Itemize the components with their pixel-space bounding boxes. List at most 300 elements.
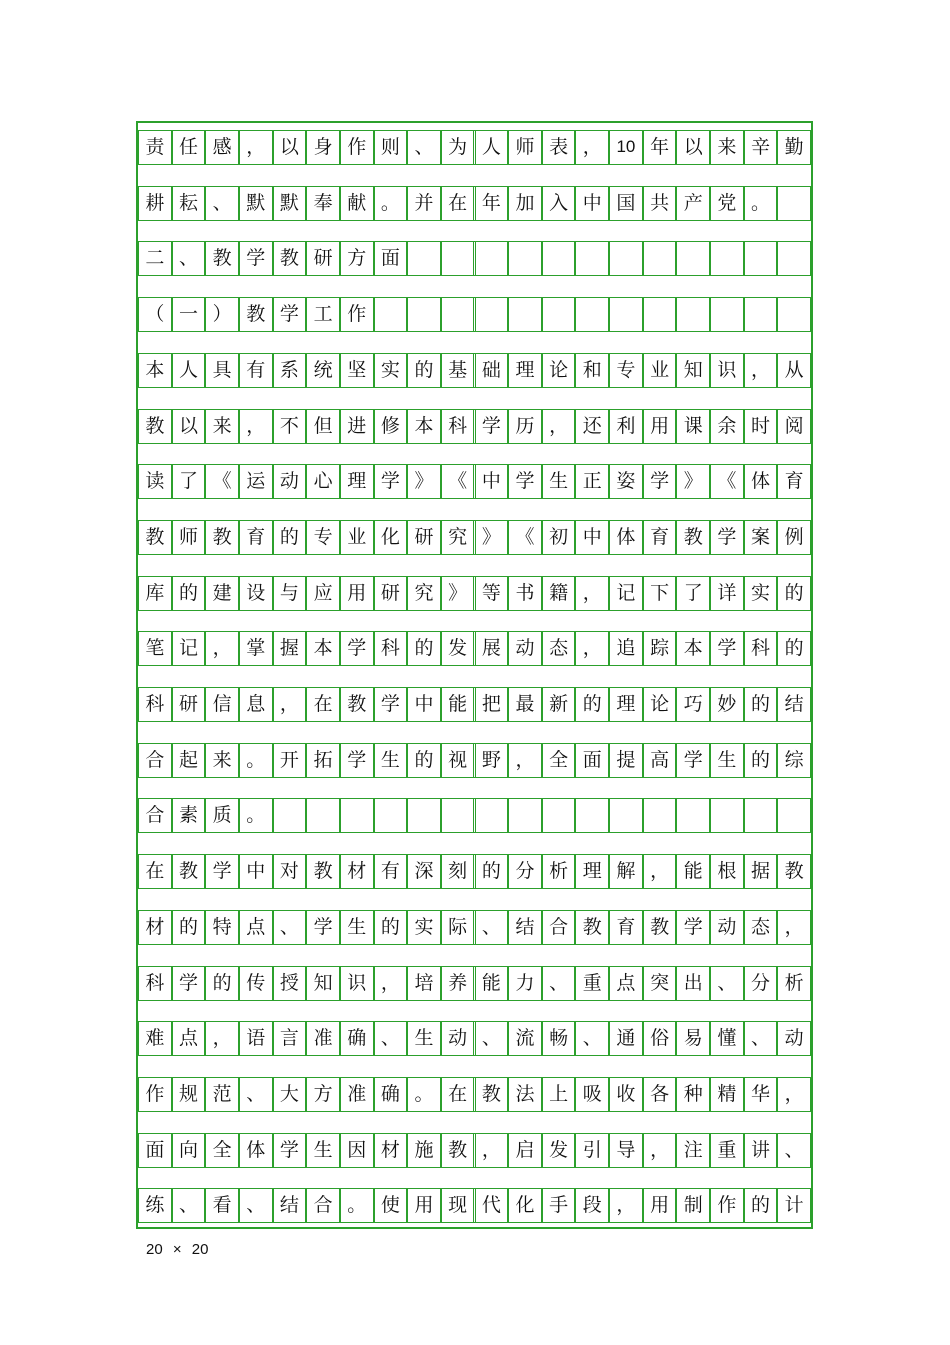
grid-cell: 作	[340, 130, 374, 164]
grid-cell	[575, 798, 609, 832]
grid-cell: 教	[172, 854, 206, 888]
grid-cell: 产	[676, 186, 710, 220]
grid-cell: 生	[306, 1133, 340, 1167]
grid-cell: 中	[575, 520, 609, 554]
grid-cell: 用	[340, 576, 374, 610]
grid-cell: ，	[575, 631, 609, 665]
grid-cell: 教	[306, 854, 340, 888]
grid-rule	[138, 832, 811, 833]
grid-cell: 准	[306, 1021, 340, 1055]
grid-cell: 点	[239, 910, 273, 944]
grid-cell: 发	[441, 631, 475, 665]
grid-cell: 工	[306, 297, 340, 331]
grid-cell: 华	[744, 1077, 778, 1111]
grid-cell: 结	[508, 910, 542, 944]
grid-cell: 生	[407, 1021, 441, 1055]
grid-cell: 籍	[542, 576, 576, 610]
grid-cell: 刻	[441, 854, 475, 888]
grid-cell: 在	[441, 1077, 475, 1111]
grid-row	[138, 297, 811, 331]
grid-cell: 学	[710, 520, 744, 554]
grid-cell: 有	[239, 353, 273, 387]
grid-cell: 专	[306, 520, 340, 554]
grid-cell	[441, 798, 475, 832]
grid-cell: 》	[407, 464, 441, 498]
grid-cell: 研	[407, 520, 441, 554]
grid-cell: 在	[138, 854, 172, 888]
grid-cell: 巧	[676, 687, 710, 721]
grid-cell: 以	[273, 130, 307, 164]
grid-cell: 材	[138, 910, 172, 944]
grid-cell: 运	[239, 464, 273, 498]
grid-cell: 实	[374, 353, 408, 387]
grid-cell: 但	[306, 409, 340, 443]
grid-cell: 辛	[744, 130, 778, 164]
grid-cell: 的	[407, 353, 441, 387]
grid-cell: 学	[710, 631, 744, 665]
grid-cell	[273, 798, 307, 832]
grid-cell: 理	[508, 353, 542, 387]
manuscript-grid	[136, 121, 813, 1229]
grid-cell: 设	[239, 576, 273, 610]
grid-cell: 科	[138, 687, 172, 721]
grid-cell: 、	[542, 966, 576, 1000]
grid-cell: 的	[777, 576, 811, 610]
grid-cell: 教	[239, 297, 273, 331]
grid-cell: 的	[744, 743, 778, 777]
grid-cell: 教	[643, 910, 677, 944]
grid-cell: 下	[643, 576, 677, 610]
grid-cell: ，	[643, 854, 677, 888]
grid-cell: 的	[374, 910, 408, 944]
grid-cell: 上	[542, 1077, 576, 1111]
grid-cell: 学	[306, 910, 340, 944]
grid-cell	[407, 297, 441, 331]
grid-cell: 动	[273, 464, 307, 498]
grid-cell: 分	[508, 854, 542, 888]
grid-size-label	[146, 1241, 208, 1258]
grid-cell: 视	[441, 743, 475, 777]
grid-cell: 用	[407, 1188, 441, 1222]
grid-cell: 深	[407, 854, 441, 888]
grid-cell: 《	[508, 520, 542, 554]
grid-cell: 生	[340, 910, 374, 944]
grid-cell: 传	[239, 966, 273, 1000]
grid-cell: 、	[777, 1133, 811, 1167]
grid-rule	[138, 721, 811, 722]
grid-cell: 质	[205, 798, 239, 832]
grid-cell: 中	[575, 186, 609, 220]
grid-cell: 、	[273, 910, 307, 944]
grid-cell: 流	[508, 1021, 542, 1055]
grid-cell: 记	[609, 576, 643, 610]
grid-cell: 踪	[643, 631, 677, 665]
grid-cell: 畅	[542, 1021, 576, 1055]
grid-cell: 则	[374, 130, 408, 164]
grid-cell: 本	[138, 353, 172, 387]
grid-cell: 导	[609, 1133, 643, 1167]
grid-cell: 论	[542, 353, 576, 387]
grid-cell: 养	[441, 966, 475, 1000]
grid-cell: 计	[777, 1188, 811, 1222]
grid-cell: 实	[407, 910, 441, 944]
grid-cell: 还	[575, 409, 609, 443]
grid-cell: 学	[172, 966, 206, 1000]
grid-cell: 共	[643, 186, 677, 220]
grid-cell: 建	[205, 576, 239, 610]
grid-cell: 以	[172, 409, 206, 443]
grid-cell: 的	[475, 854, 509, 888]
grid-rule	[138, 331, 811, 332]
grid-cell: 研	[306, 241, 340, 275]
grid-row	[138, 743, 811, 777]
grid-cell: 究	[407, 576, 441, 610]
grid-rule	[138, 665, 811, 666]
grid-cell: ，	[374, 966, 408, 1000]
grid-cell: 用	[643, 409, 677, 443]
grid-cell: 姿	[609, 464, 643, 498]
grid-cell: 、	[407, 130, 441, 164]
grid-cell: 本	[306, 631, 340, 665]
grid-cell: 、	[239, 1188, 273, 1222]
grid-cell: 段	[575, 1188, 609, 1222]
grid-cell: 、	[475, 1021, 509, 1055]
grid-cell: 出	[676, 966, 710, 1000]
grid-cell: 例	[777, 520, 811, 554]
grid-cell: 中	[407, 687, 441, 721]
grid-cell: 默	[239, 186, 273, 220]
grid-cell: 分	[744, 966, 778, 1000]
grid-cell: 了	[676, 576, 710, 610]
grid-cell: ，	[575, 130, 609, 164]
grid-cell: 学	[676, 743, 710, 777]
grid-cell: 作	[138, 1077, 172, 1111]
grid-cell: 论	[643, 687, 677, 721]
grid-cell: 合	[138, 798, 172, 832]
grid-cell: 析	[777, 966, 811, 1000]
grid-row	[138, 854, 811, 888]
grid-cell: 合	[138, 743, 172, 777]
grid-cell	[475, 241, 509, 275]
grid-cell: 来	[710, 130, 744, 164]
grid-cell: 难	[138, 1021, 172, 1055]
grid-cell: 手	[542, 1188, 576, 1222]
grid-cell: 理	[340, 464, 374, 498]
grid-cell: 种	[676, 1077, 710, 1111]
grid-row	[138, 687, 811, 721]
grid-cell: 精	[710, 1077, 744, 1111]
grid-cell: 教	[205, 241, 239, 275]
grid-cell: 、	[172, 1188, 206, 1222]
grid-cell	[710, 297, 744, 331]
grid-row	[138, 966, 811, 1000]
grid-cell: 新	[542, 687, 576, 721]
grid-row	[138, 1077, 811, 1111]
grid-cell: 科	[374, 631, 408, 665]
grid-cell	[374, 798, 408, 832]
grid-cell: 表	[542, 130, 576, 164]
grid-cell	[407, 798, 441, 832]
grid-cell: 全	[542, 743, 576, 777]
grid-cell: 把	[475, 687, 509, 721]
grid-cell: 中	[475, 464, 509, 498]
grid-cell: 坚	[340, 353, 374, 387]
grid-cell: 的	[744, 1188, 778, 1222]
grid-cell: 一	[172, 297, 206, 331]
grid-cell: 责	[138, 130, 172, 164]
grid-cell: 等	[475, 576, 509, 610]
grid-cell: ，	[609, 1188, 643, 1222]
grid-cell: 点	[172, 1021, 206, 1055]
grid-cell: 现	[441, 1188, 475, 1222]
grid-cell: ，	[205, 631, 239, 665]
grid-row	[138, 520, 811, 554]
grid-cell: ，	[239, 409, 273, 443]
grid-cell: 以	[676, 130, 710, 164]
grid-row	[138, 631, 811, 665]
grid-cell: 野	[475, 743, 509, 777]
grid-cell: 科	[441, 409, 475, 443]
grid-cell: 据	[744, 854, 778, 888]
grid-rule	[138, 387, 811, 388]
grid-cell: 息	[239, 687, 273, 721]
grid-cell: 学	[239, 241, 273, 275]
grid-rule	[138, 777, 811, 778]
grid-cell: 准	[340, 1077, 374, 1111]
grid-cell: 、	[475, 910, 509, 944]
grid-cell: 来	[205, 409, 239, 443]
grid-cell: 来	[205, 743, 239, 777]
grid-cell: 中	[239, 854, 273, 888]
grid-cell: 基	[441, 353, 475, 387]
grid-rule	[138, 610, 811, 611]
grid-cell: 生	[374, 743, 408, 777]
grid-cell: 向	[172, 1133, 206, 1167]
grid-cell: 收	[609, 1077, 643, 1111]
grid-cell: 身	[306, 130, 340, 164]
grid-cell: 使	[374, 1188, 408, 1222]
grid-cell: 合	[306, 1188, 340, 1222]
grid-cell: 言	[273, 1021, 307, 1055]
grid-cell	[407, 241, 441, 275]
grid-cell: 统	[306, 353, 340, 387]
grid-cell: 拓	[306, 743, 340, 777]
grid-cell: 析	[542, 854, 576, 888]
grid-cell: 化	[508, 1188, 542, 1222]
grid-cell: 》	[441, 576, 475, 610]
grid-cell: ，	[205, 1021, 239, 1055]
grid-cell: 在	[306, 687, 340, 721]
grid-cell: 理	[575, 854, 609, 888]
grid-cell: 各	[643, 1077, 677, 1111]
grid-cell: 特	[205, 910, 239, 944]
grid-cell: 生	[542, 464, 576, 498]
grid-cell: 历	[508, 409, 542, 443]
grid-cell: 科	[744, 631, 778, 665]
grid-cell: 师	[508, 130, 542, 164]
grid-rule	[138, 498, 811, 499]
grid-cell: 懂	[710, 1021, 744, 1055]
grid-cell: 教	[676, 520, 710, 554]
grid-cell: 动	[441, 1021, 475, 1055]
grid-cell: 教	[273, 241, 307, 275]
grid-rule	[138, 1055, 811, 1056]
grid-cell: 余	[710, 409, 744, 443]
grid-cell	[676, 798, 710, 832]
grid-cell: （	[138, 297, 172, 331]
grid-cell: 、	[172, 241, 206, 275]
grid-cell: 素	[172, 798, 206, 832]
grid-row	[138, 798, 811, 832]
grid-cell: 党	[710, 186, 744, 220]
grid-cell: 妙	[710, 687, 744, 721]
grid-cell: 笔	[138, 631, 172, 665]
grid-cell: ，	[744, 353, 778, 387]
grid-cell	[744, 297, 778, 331]
grid-row	[138, 464, 811, 498]
grid-cell: 体	[744, 464, 778, 498]
grid-cell: 二	[138, 241, 172, 275]
grid-cell: ，	[777, 1077, 811, 1111]
grid-cell: 书	[508, 576, 542, 610]
grid-cell: 起	[172, 743, 206, 777]
grid-cell: 的	[777, 631, 811, 665]
grid-cell: 教	[575, 910, 609, 944]
grid-cell: 。	[744, 186, 778, 220]
grid-cell: 学	[374, 687, 408, 721]
grid-cell: 知	[306, 966, 340, 1000]
grid-cell: 的	[273, 520, 307, 554]
grid-cell: 和	[575, 353, 609, 387]
grid-cell: 学	[676, 910, 710, 944]
grid-cell: 生	[710, 743, 744, 777]
grid-cell	[777, 241, 811, 275]
grid-cell: 研	[172, 687, 206, 721]
grid-cell	[609, 297, 643, 331]
grid-rule	[138, 944, 811, 945]
grid-cell: 教	[138, 409, 172, 443]
grid-cell: 解	[609, 854, 643, 888]
grid-cell: 业	[340, 520, 374, 554]
grid-cell: 的	[744, 687, 778, 721]
grid-cell	[475, 798, 509, 832]
grid-cell: 语	[239, 1021, 273, 1055]
grid-rule	[138, 888, 811, 889]
grid-row	[138, 353, 811, 387]
grid-cell: ，	[273, 687, 307, 721]
grid-cell: 学	[340, 631, 374, 665]
grid-cell: ）	[205, 297, 239, 331]
grid-rule	[138, 1167, 811, 1168]
grid-cell: 引	[575, 1133, 609, 1167]
grid-cell: 年	[643, 130, 677, 164]
grid-rule	[138, 1000, 811, 1001]
grid-cell: 根	[710, 854, 744, 888]
grid-row	[138, 186, 811, 220]
grid-cell	[542, 241, 576, 275]
grid-cell: 《	[205, 464, 239, 498]
grid-cell	[777, 186, 811, 220]
grid-cell	[575, 241, 609, 275]
grid-cell: 为	[441, 130, 475, 164]
grid-cell	[508, 798, 542, 832]
grid-cell: 年	[475, 186, 509, 220]
grid-cell: 突	[643, 966, 677, 1000]
grid-cell: 方	[306, 1077, 340, 1111]
grid-cell: 合	[542, 910, 576, 944]
grid-cell: 耕	[138, 186, 172, 220]
grid-cell: 《	[710, 464, 744, 498]
grid-cell: 业	[643, 353, 677, 387]
grid-rows: 20	[146, 1241, 163, 1258]
grid-cell: 材	[374, 1133, 408, 1167]
grid-cols: 20	[191, 1241, 209, 1258]
grid-cell: 的	[172, 910, 206, 944]
grid-cell: 范	[205, 1077, 239, 1111]
grid-cell: 阅	[777, 409, 811, 443]
grid-cell: 进	[340, 409, 374, 443]
grid-cell	[676, 241, 710, 275]
grid-cell: 育	[777, 464, 811, 498]
grid-cell: 大	[273, 1077, 307, 1111]
grid-cell: 确	[374, 1077, 408, 1111]
grid-cell: 、	[205, 186, 239, 220]
grid-cell: 育	[239, 520, 273, 554]
grid-cell: 不	[273, 409, 307, 443]
grid-rule	[138, 275, 811, 276]
grid-cell: 法	[508, 1077, 542, 1111]
grid-cell: 态	[744, 910, 778, 944]
grid-cell: 能	[475, 966, 509, 1000]
grid-cell: 正	[575, 464, 609, 498]
grid-cell	[676, 297, 710, 331]
grid-cell: 库	[138, 576, 172, 610]
grid-cell	[542, 798, 576, 832]
grid-cell: 学	[508, 464, 542, 498]
grid-cell: 感	[205, 130, 239, 164]
grid-cell: 教	[340, 687, 374, 721]
grid-cell: 吸	[575, 1077, 609, 1111]
grid-rule	[138, 164, 811, 165]
grid-cell: 能	[676, 854, 710, 888]
grid-cell: 动	[777, 1021, 811, 1055]
grid-cell	[710, 798, 744, 832]
grid-cell: 。	[239, 743, 273, 777]
grid-cell	[744, 241, 778, 275]
grid-row	[138, 130, 811, 164]
grid-cell: 讲	[744, 1133, 778, 1167]
grid-cell	[306, 798, 340, 832]
grid-cell: 提	[609, 743, 643, 777]
grid-cell	[744, 798, 778, 832]
grid-rule	[138, 1111, 811, 1112]
grid-cell: 化	[374, 520, 408, 554]
grid-cell: 展	[475, 631, 509, 665]
grid-cell: 最	[508, 687, 542, 721]
grid-cell: 本	[407, 409, 441, 443]
grid-cell: 面	[575, 743, 609, 777]
grid-cell: 态	[542, 631, 576, 665]
grid-cell: 入	[542, 186, 576, 220]
grid-cell: 追	[609, 631, 643, 665]
grid-rule	[138, 220, 811, 221]
grid-cell: 时	[744, 409, 778, 443]
grid-cell: 、	[744, 1021, 778, 1055]
grid-cell: 全	[205, 1133, 239, 1167]
grid-cell: 从	[777, 353, 811, 387]
grid-cell: 《	[441, 464, 475, 498]
grid-cell: 科	[138, 966, 172, 1000]
